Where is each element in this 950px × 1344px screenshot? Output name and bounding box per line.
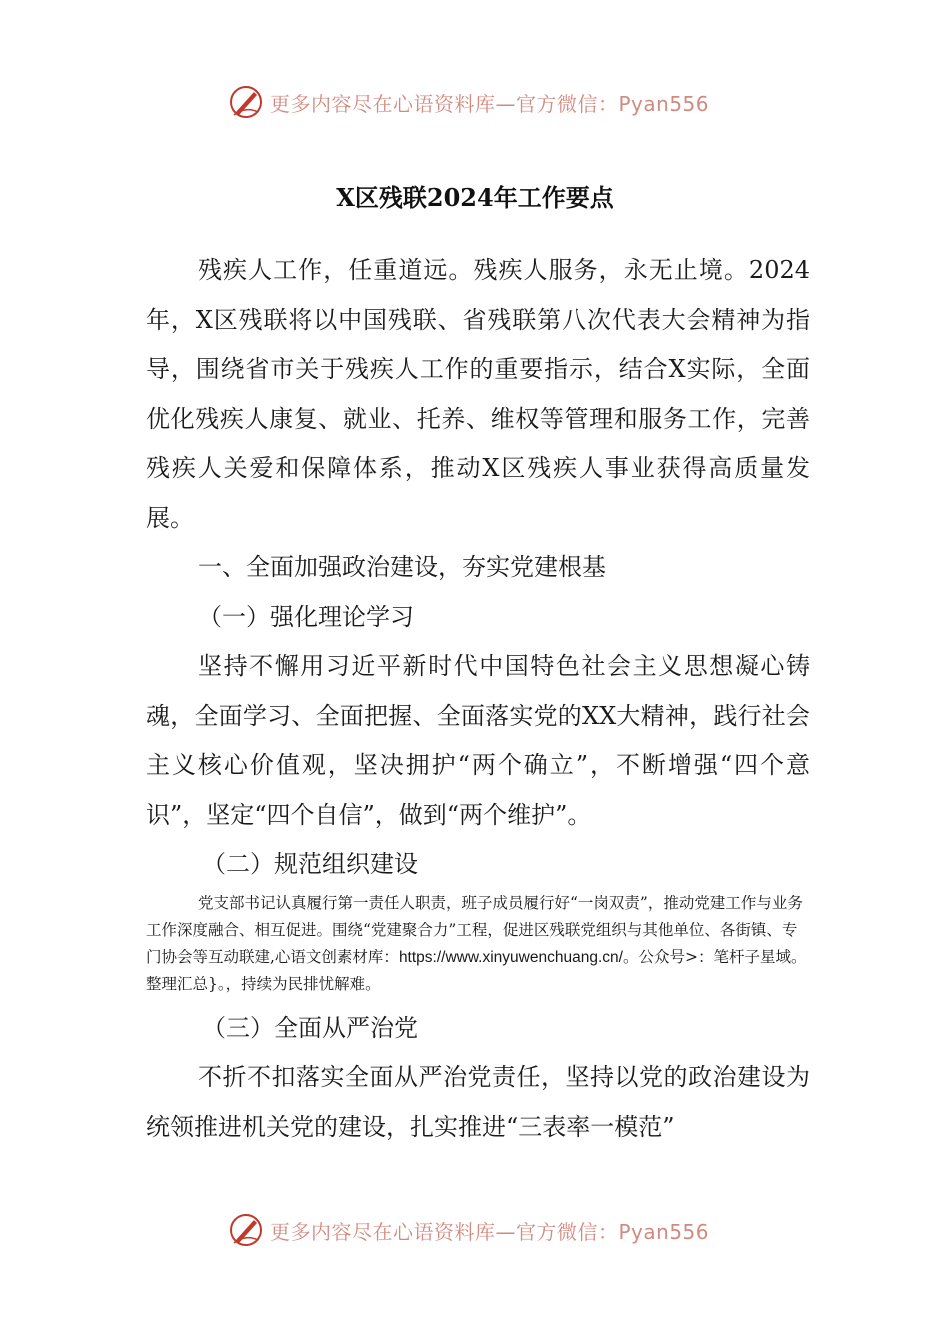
subsection-paragraph-3: 不折不扣落实全面从严治党责任，坚持以党的政治建设为统领推进机关党的建设，扎实推进“三表率一模范” (146, 1063, 810, 1141)
watermark-footer (228, 1210, 709, 1250)
subsection-heading-1: （一）强化理论学习 (198, 602, 414, 631)
paragraph-2-text-a: 党支部书记认真履行第一责任人职责，班子成员履行好“一岗双责”，推动党建工作与业务工作深度融合、相互促进。围绕“党建聚合力”工程，促进区残联党组织与其他单位、各街镇、专门协会等互动联建,心语文创素材库： (146, 893, 803, 966)
watermark-header (228, 82, 709, 122)
pen-logo-icon (228, 84, 264, 120)
subsection-heading-2: （二）规范组织建设 (202, 850, 418, 878)
subsection-paragraph-2 (146, 890, 810, 998)
section-heading-1: 一、全面加强政治建设，夯实党建根基 (198, 553, 606, 581)
document-body (146, 246, 810, 1152)
paragraph-2-text-b: 。公众号>：笔杆子星域。整理汇总}。，持续为民排忧解难。 (146, 947, 807, 993)
subsection-heading-3: （三）全面从严治党 (202, 1013, 418, 1042)
pen-logo-icon (228, 1212, 264, 1248)
website-link[interactable]: https://www.xinyuwenchuang.cn/ (398, 948, 623, 966)
watermark-text: 更多内容尽在心语资料库—官方微信：Pyan556 (270, 1219, 710, 1244)
document-title: X区残联2024年工作要点 (336, 183, 614, 212)
intro-paragraph: 残疾人工作，任重道远。残疾人服务，永无止境。2024年，X区残联将以中国残联、省残联第八次代表大会精神为指导，围绕省市关于残疾人工作的重要指示，结合X实际，全面优化残疾人康复、就业、托养、维权等管理和服务工作，完善残疾人关爱和保障体系，推动X区残疾人事业获得高质量发展。 (146, 256, 810, 532)
subsection-paragraph-1: 坚持不懈用习近平新时代中国特色社会主义思想凝心铸魂，全面学习、全面把握、全面落实党的XX大精神，践行社会主义核心价值观，坚决拥护“两个确立”，不断增强“四个意识”，坚定“四个自信”，做到“两个维护”。 (146, 652, 810, 829)
watermark-text: 更多内容尽在心语资料库—官方微信：Pyan556 (270, 91, 710, 116)
